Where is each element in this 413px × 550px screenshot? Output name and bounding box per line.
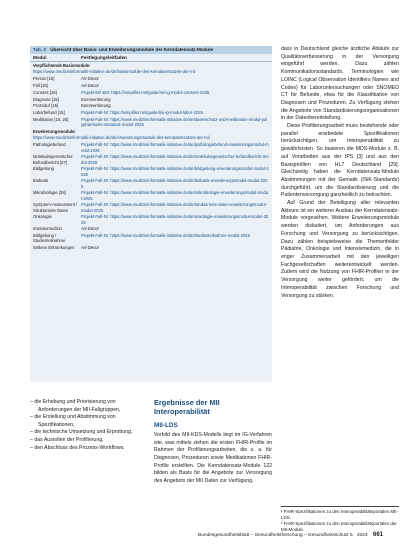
list-item: – die technische Umsetzung und Erprobung, <box>30 429 140 437</box>
table-row <box>30 75 272 82</box>
table-row <box>30 82 272 89</box>
table-cell-modul: Diagnose [15] <box>33 96 59 102</box>
table-caption: Tab. 2 <box>33 47 46 52</box>
table-cell-modul: Medikation [15, 26] <box>33 116 69 122</box>
table-row <box>30 190 272 202</box>
table-title-bar <box>30 46 272 54</box>
table-cell-leitfaden: Art-Decor <box>81 76 99 82</box>
table-cell-modul: Intensivmedizin <box>33 226 62 232</box>
page-footer <box>0 528 413 542</box>
table-title: Übersicht über Basis- und Erweiterungsmodule der Kerndatensatz-Module <box>50 47 214 52</box>
table-cell-leitfaden[interactable]: Projekt-Fall-Nr: https://www.medizininformatik-initiative.de/de/mikrobiologie-erweiterungsmodul-modul-2025 <box>81 190 269 201</box>
section-heading: Ergebnisse der MII Interoperabilität <box>154 398 220 416</box>
paragraph: Diese Profilierungsarbeit muss bestehende oder parallel erarbeitete Spezifikationen berücksichtigen, um Interoperabilität zu gewährleisten. So basieren die MDS-Module z. B. auf Vorarbeiten aus der IPS [3] und aus den Basisprofilen von HL7 Deutschland [29]. Gleichzeitig haben die Kerndatensatz-Module Abstimmungen mit der Gematik (ISiK-Standards) durchgeführt, um die Standardisierung und die Patientenversorgung ganzheitlich zu betrachten. <box>281 123 399 199</box>
table-cell-modul: Person [15] <box>33 76 55 82</box>
table-body <box>30 62 272 251</box>
table-cell-leitfaden[interactable]: Projekt-Fall-Nr: https://www.medizininformatik-initiative.de/de/biobank-erweiterungsmodul-modul-2025 <box>81 178 268 189</box>
footnote: ² FHIR-Spezifikationen zu den Interoperabilitätsportalen der MII-Module. <box>281 521 397 532</box>
table-row <box>30 142 272 154</box>
table-cell-modul: Laborbefund [15] <box>33 110 65 116</box>
footer-text <box>198 528 383 543</box>
table-row <box>30 166 272 178</box>
table-cell-leitfaden: Art-Decor <box>81 245 99 251</box>
table-cell-leitfaden[interactable]: Projekt-Fall-Nr: https://www.medizininformatik-initiative.de/de/onkologie-erweiterungsmodul-modul-2025 <box>81 214 269 225</box>
table-header <box>30 54 272 62</box>
table-group-label: Erweiterungsmodule: <box>33 129 76 135</box>
table-cell-modul: Bildgebung <box>33 166 54 172</box>
page-number: 661 <box>372 532 383 538</box>
table-header-modul: Modul <box>33 55 47 60</box>
table-row <box>30 214 272 226</box>
table-cell-modul: Bildgebung / Studienteilnahme <box>33 233 66 244</box>
table-cell-leitfaden: Kommentierung <box>81 96 111 102</box>
table-cell-modul: Prozedur [15] <box>33 103 59 109</box>
table-row <box>30 116 272 128</box>
module-table <box>30 46 272 382</box>
table-cell-leitfaden[interactable]: Projekt-Fall-Nr: https://www.medizininformatik-initiative.de/de/strukturierte-daten-erweiterungsmodul-modul-2025 <box>81 202 267 213</box>
table-cell-leitfaden: Kommentierung <box>81 103 111 109</box>
paragraph: dass in Deutschland gleiche ärztliche Abläufe zur Qualitätsverbesserung in der Versorgung eingeführt werden. Dazu zählen Kommunikationsstandards, Terminologien wie LOINC (Logical Observation Identifiers Names and Codes) für Laboruntersuchungen oder SNOMED CT für Befunde, etwa für die Klassifikation von Diagnosen und Prozeduren. Zu Verfügung stehen die Angebote von Standardisierungsorganisationen in der Datenbereitstellung. <box>281 46 399 122</box>
list-item: – das Ausrollen der Profilierung, <box>30 437 140 445</box>
table-cell-leitfaden: Art-Decor <box>81 83 99 88</box>
paragraph: Auf Grund der Beteiligung aller relevanten Akteure ist ein weiterer Ausbau der Kerndatensatz-Module vorgesehen. Weitere Erweiterungsmodule werden diskutiert, um Anforderungen aus Forschung und Versorgung zu berücksichtigen. Dazu zählen beispielsweise die Themenfelder Pädiatrie, Onkologie und Intensivmedizin, die in enger Zusammenarbeit mit den jeweiligen Fachgesellschaften weiterentwickelt werden. Zudem wird die Nutzung von FHIR-Profilen in der Versorgung weiter gefördert, um die Interoperabilität zwischen Forschung und Versorgung zu stärken. <box>281 200 399 299</box>
table-row <box>30 109 272 116</box>
table-cell-leitfaden[interactable]: Projekt-Fall-Nr: https://www.medizininformatik-initiative.de/de/pathologiebefund-erweiterungsmodul-modul-2025 <box>81 142 269 153</box>
table-row <box>30 154 272 166</box>
list-item: – die Erstellung und Abstimmung von Spezifikationen, <box>30 414 140 429</box>
table-row <box>30 89 272 96</box>
table-row <box>30 103 272 110</box>
right-text-column <box>281 46 399 300</box>
table-cell-modul: Pathologiebefund <box>33 142 66 148</box>
bullet-list <box>30 399 140 452</box>
table-row <box>30 96 272 103</box>
table-group-url[interactable]: https://www.medizininformatik-initiative.de/de/erweiterungsmodule-des-kerndatensatzes-der-mii <box>33 135 210 141</box>
list-item: – die Erhebung und Priorisierung von Anforderungen der MII-Fallgruppen, <box>30 399 140 414</box>
table-cell-leitfaden[interactable]: Projekt-Fall-Nr: https://www.medizininformatik-initiative.de/de/studienteilnahme-modul-2025 <box>81 233 250 239</box>
section-text: Vorbild des MII-KDS-Modells liegt im IG-Verfahren wie, was mittels ziehen die ersten FHIR-Profile im Rahmen der Profilierungsarbeiten, die u. a. für Diagnosen, Prozeduren sowie Medikationen FHIR-Profile erstellten. Die Kerndatensatz-Module 122 bilden als Basis für die Angebote zur Versorgung des Angebots der MII Daten zur Verfügung. <box>154 432 272 484</box>
table-cell-modul: Molekulargenetischer Befundbericht [27] <box>33 154 73 165</box>
table-row <box>30 202 272 214</box>
table-cell-leitfaden[interactable]: Projekt-Fall-Nr: https://www.medizininformatik-initiative.de/de/datenschutz-und-medikation-modul-polypharmazie-standard-modul-2025 <box>81 116 268 128</box>
table-cell-modul: Fall [15] <box>33 83 48 88</box>
table-cell-modul: Seltene Erkrankungen <box>33 245 75 251</box>
table-row <box>30 244 272 251</box>
table-cell-modul: Consent [16] <box>33 89 57 95</box>
table-header-leitfaden: Festlegungsleitfaden <box>81 55 127 60</box>
table-cell-leitfaden[interactable]: Projekt-Mil 464: https://simplifier.net/guide/mii-ig-modul-consent-2025 <box>81 89 210 95</box>
table-group-label: Verpflichtende Basismodule: <box>33 63 91 68</box>
table-cell-leitfaden: Art-Decor <box>81 226 99 232</box>
journal-name: Bundesgesundheitsblatt – Gesundheitsforschung – Gesundheitsschutz 6 · 2024 <box>198 533 368 538</box>
table-group-url[interactable]: https://www.medizininformatik-initiative.de/de/basismodule-des-kerndatensatzes-der-mii <box>33 69 196 75</box>
table-cell-leitfaden[interactable]: Projekt-Fall-Nr: https://www.medizininformatik-initiative.de/de/bildgebung-erweiterungsmodul-modul-2025 <box>81 166 269 177</box>
table-cell-modul: Symptom-Assessment / Strukturierte Daten <box>33 202 78 213</box>
table-row <box>30 232 272 244</box>
section-subheading: MII-LDS <box>154 422 178 430</box>
table-row <box>30 178 272 190</box>
footnote: ¹ FHIR-Spezifikationen zu den Interoperabilitätsportalen MII-LDS. <box>281 509 398 520</box>
table-cell-modul: Onkologie <box>33 214 52 220</box>
table-cell-modul: Mikrobiologie [28] <box>33 190 66 196</box>
results-section <box>154 399 272 485</box>
table-cell-modul: Biobank <box>33 178 49 184</box>
table-cell-leitfaden[interactable]: Projekt-Fall-Nr: https://www.medizininformatik-initiative.de/de/molekulargenetischer-befundbericht-modul-2025 <box>81 154 269 165</box>
list-item: – den Abschluss des Prozess-Workflows. <box>30 445 140 453</box>
table-cell-leitfaden[interactable]: Projekt-Fall-Nr: https://simplifier.net/guide/mii-ig-modul-labor-2025 <box>81 110 203 116</box>
table-row <box>30 226 272 233</box>
